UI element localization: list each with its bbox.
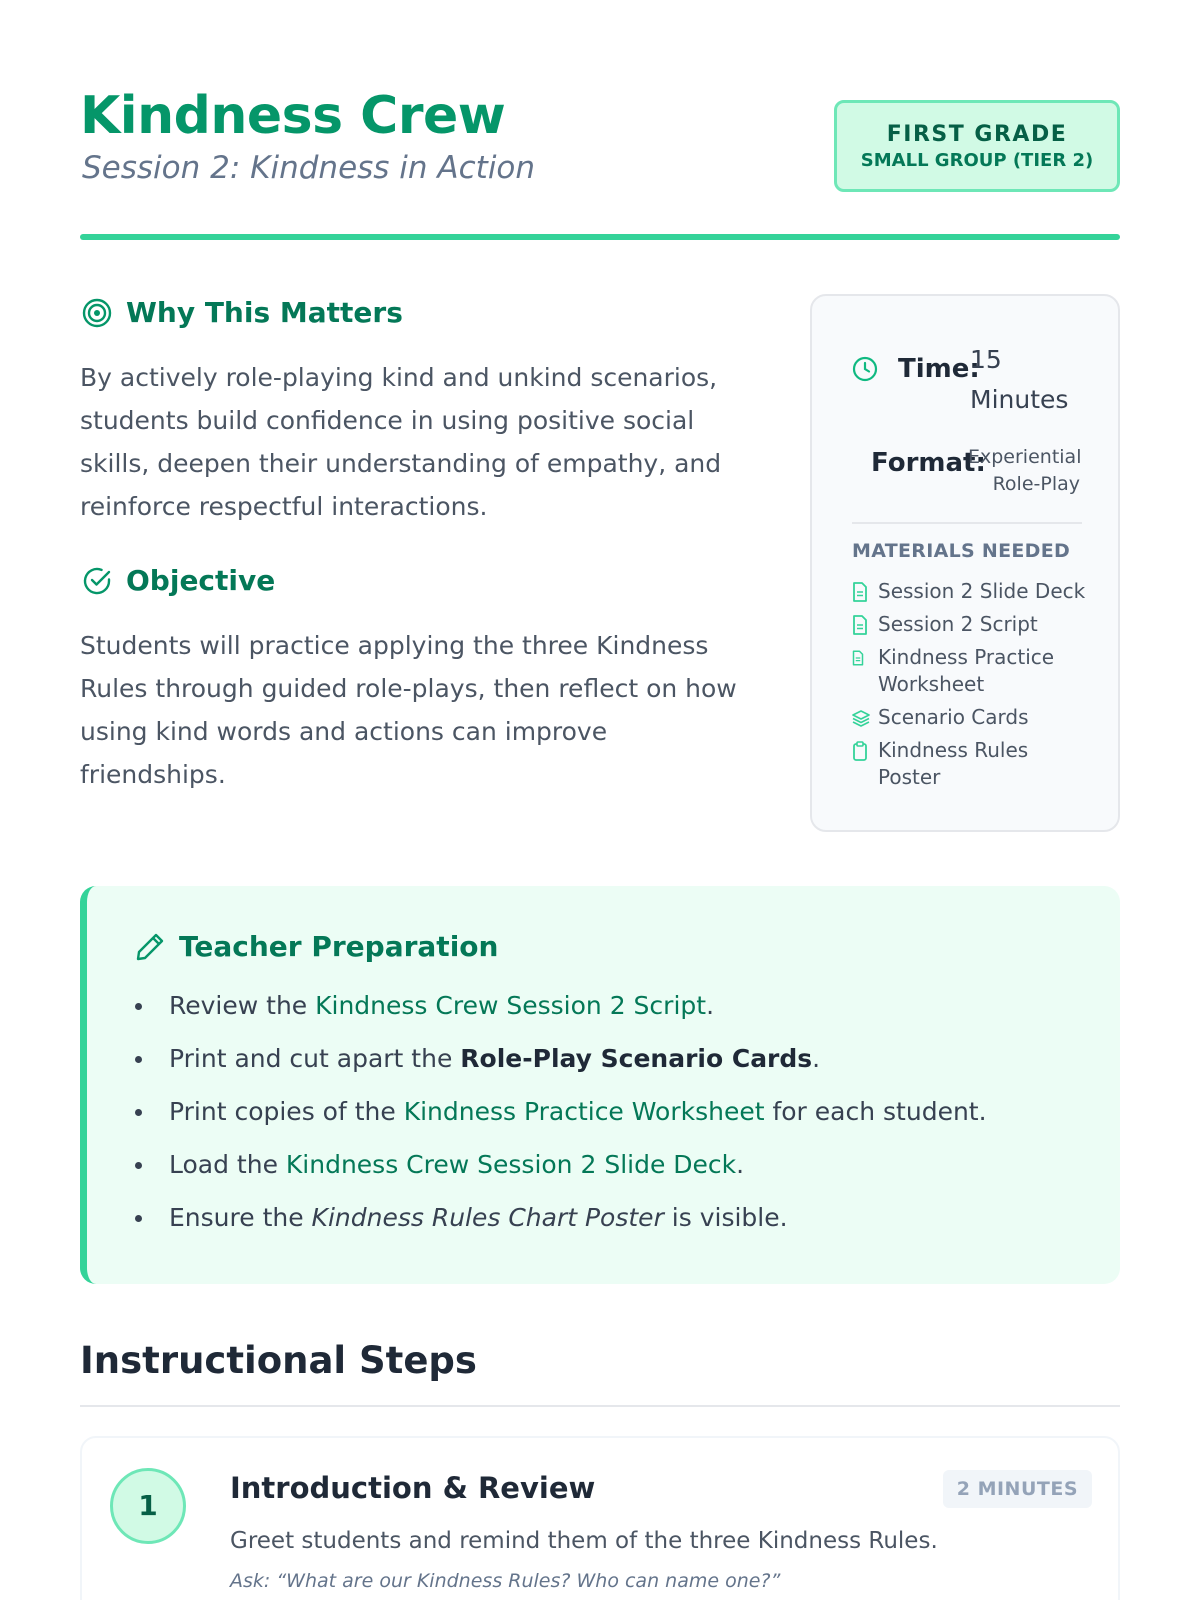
file-icon	[852, 644, 870, 671]
clipboard-icon	[852, 737, 870, 764]
file-icon	[852, 611, 870, 638]
prep-text: for each student.	[764, 1097, 987, 1126]
time-value	[970, 340, 1068, 420]
script-link[interactable]: Kindness Crew Session 2 Script	[315, 991, 707, 1020]
why-text: By actively role-playing kind and unkind scenarios, students build confidence in using positive social skills, deepen their understanding of empathy, and reinforce respectful interactions.	[80, 363, 722, 521]
prep-item	[133, 990, 1093, 1022]
time-row	[852, 354, 980, 384]
page-subtitle: Session 2: Kindness in Action	[82, 150, 536, 186]
prep-item	[133, 1202, 1093, 1234]
grade-label: FIRST GRADE	[886, 122, 1068, 147]
teacher-preparation-panel	[80, 886, 1120, 1284]
material-item[interactable]	[852, 704, 1092, 731]
material-label: Kindness Rules Poster	[878, 738, 1029, 789]
material-label: Session 2 Slide Deck	[878, 579, 1086, 603]
prep-item	[133, 1096, 1093, 1128]
materials-title: MATERIALS NEEDED	[852, 540, 1071, 562]
prep-heading-row	[133, 930, 498, 964]
prep-text: .	[812, 1044, 821, 1073]
format-value	[968, 444, 1080, 498]
materials-list	[852, 578, 1092, 797]
material-item[interactable]	[852, 644, 1092, 698]
page-title: Kindness Crew	[80, 86, 506, 146]
lesson-header	[80, 80, 1120, 240]
why-heading-row	[80, 296, 403, 330]
header-divider	[80, 234, 1120, 240]
prep-item	[133, 1149, 1093, 1181]
material-label: Kindness Practice Worksheet	[878, 645, 1055, 696]
prep-text: Print and cut apart the	[169, 1044, 461, 1073]
material-item[interactable]	[852, 611, 1092, 638]
prep-text: .	[706, 991, 715, 1020]
prep-list	[133, 990, 1093, 1255]
file-icon	[852, 578, 870, 605]
prep-text: Ensure the	[169, 1203, 312, 1232]
time-value-number: 15	[970, 345, 1002, 374]
prep-text: Load the	[169, 1150, 286, 1179]
step-duration-badge: 2 MINUTES	[943, 1470, 1092, 1508]
why-heading: Why This Matters	[126, 296, 403, 329]
material-item[interactable]	[852, 578, 1092, 605]
pencil-icon	[133, 930, 167, 964]
check-circle-icon	[80, 564, 114, 598]
slide-deck-link[interactable]: Kindness Crew Session 2 Slide Deck	[285, 1150, 737, 1179]
prep-text: Print copies of the	[169, 1097, 404, 1126]
time-label: Time:	[898, 354, 980, 384]
group-label: SMALL GROUP (TIER 2)	[860, 150, 1094, 171]
format-label: Format:	[871, 448, 986, 478]
objective-heading: Objective	[126, 564, 276, 597]
prep-heading: Teacher Preparation	[179, 930, 499, 963]
grade-badge	[834, 100, 1120, 192]
objective-text: Students will practice applying the three Kindness Rules through guided role-plays, then reflect on how using kind words and actions can improve friendships.	[80, 631, 737, 789]
time-value-unit: Minutes	[970, 385, 1069, 414]
material-label: Session 2 Script	[878, 612, 1038, 636]
steps-divider	[80, 1405, 1120, 1407]
step-description: Greet students and remind them of the three Kindness Rules.	[230, 1528, 938, 1554]
prep-text: is visible.	[663, 1203, 788, 1232]
layers-icon	[852, 704, 870, 731]
step-title: Introduction & Review	[230, 1471, 596, 1505]
poster-label: Kindness Rules Chart Poster	[311, 1203, 664, 1232]
worksheet-link[interactable]: Kindness Practice Worksheet	[403, 1097, 765, 1126]
lesson-page	[80, 0, 1120, 1600]
prep-text: Review the	[169, 991, 316, 1020]
clock-icon	[852, 356, 878, 382]
steps-heading: Instructional Steps	[80, 1339, 477, 1382]
format-value-line2: Role-Play	[992, 473, 1080, 495]
step-card	[80, 1436, 1120, 1600]
target-icon	[80, 296, 114, 330]
prep-text: .	[736, 1150, 745, 1179]
sidebar-divider	[852, 522, 1082, 524]
material-label: Scenario Cards	[878, 705, 1029, 729]
scenario-cards-label: Role-Play Scenario Cards	[460, 1044, 813, 1073]
material-item[interactable]	[852, 737, 1092, 791]
format-value-line1: Experiential	[968, 446, 1082, 468]
prep-item	[133, 1043, 1093, 1075]
objective-heading-row	[80, 564, 275, 598]
lesson-details-card	[810, 294, 1120, 832]
step-number: 1	[110, 1468, 186, 1544]
step-ask-prompt: Ask: “What are our Kindness Rules? Who can name one?”	[230, 1570, 781, 1592]
